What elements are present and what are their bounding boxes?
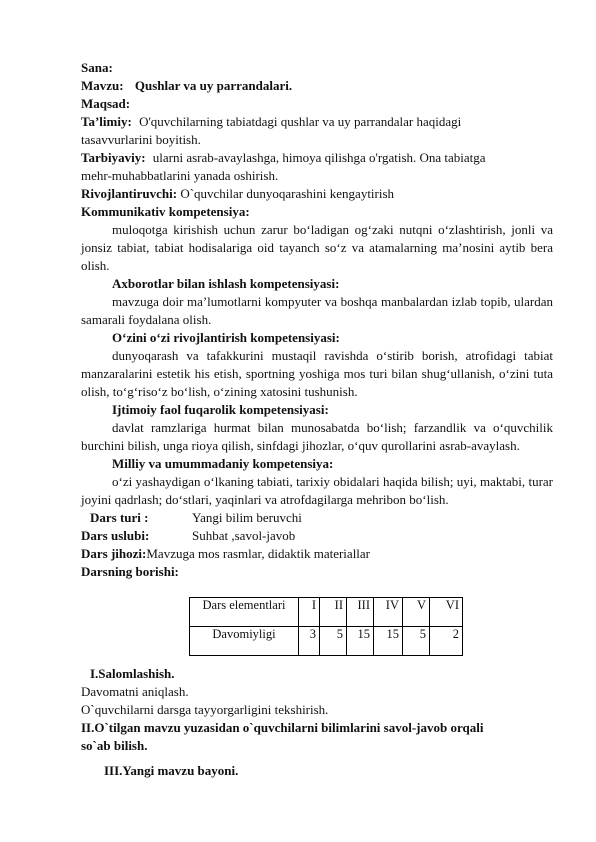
table-cell: 5 [403,627,430,656]
talimiy-label: Ta’limiy: [81,114,132,129]
rivojlantiruvchi-line [81,185,394,203]
table-cell: 15 [374,627,403,656]
dars-jihozi-label: Dars jihozi: [81,546,147,561]
kommunikativ-text: muloqotga kirishish uchun zarur bo‘ladigan og‘zaki nutqni o‘zlashtirish, jonli va jonsiz tabiat, tabiat hodisalariga oid tayanch so‘z va atamalarning ma’nosini aytib bera olish. [81,222,553,273]
table-cell: 2 [430,627,463,656]
table-cell: II [320,598,347,627]
salomlashish-title: I.Salomlashish. [90,666,175,681]
table-cell: 15 [347,627,374,656]
mavzu-label: Mavzu: [81,78,124,93]
talimiy-line [81,113,461,131]
table-header-cell: Davomiyligi [190,627,299,656]
axborot-text: mavzuga doir ma’lumotlarni kompyuter va boshqa manbalardan izlab topib, ulardan samarali foydalana olish. [81,294,553,327]
darsning-borishi-label: Darsning borishi: [81,564,179,579]
dars-uslubi-value: Suhbat ,savol-javob [192,528,296,543]
table-header-cell: Dars elementlari [190,598,299,627]
axborot-title: Axborotlar bilan ishlash kompetensiyasi: [112,276,340,291]
tarbiyaviy-label: Tarbiyaviy: [81,150,146,165]
sana-label: Sana: [81,60,113,75]
milliy-title: Milliy va umummadaniy kompetensiya: [112,456,334,471]
dars-turi-line [90,509,149,527]
dars-jihozi-line [81,545,370,563]
ijtimoiy-title: Ijtimoiy faol fuqarolik kompetensiyasi: [112,402,329,417]
table-row [190,598,463,627]
rivojlantiruvchi-text: O`quvchilar dunyoqarashini kengaytirish [180,186,395,201]
talimiy-text-2: tasavvurlarini boyitish. [81,132,201,147]
table-cell: IV [374,598,403,627]
table-cell: 5 [320,627,347,656]
table-cell: VI [430,598,463,627]
table-row [190,627,463,656]
rivojlantiruvchi-label: Rivojlantiruvchi: [81,186,178,201]
table-cell: I [299,598,320,627]
talimiy-text: O'quvchilarning tabiatdagi qushlar va uy parrandalar haqidagi [139,114,462,129]
table-cell: III [347,598,374,627]
table-cell: V [403,598,430,627]
mavzu-value: Qushlar va uy parrandalari. [134,78,293,93]
yangi-mavzu-title: III.Yangi mavzu bayoni. [104,763,239,778]
dars-jihozi-value: Mavzuga mos rasmlar, didaktik materiallar [146,546,371,561]
tarbiyaviy-text-2: mehr-muhabbatlarini yanada oshirish. [81,168,279,183]
lesson-elements-table [189,597,463,656]
ozini-rivojlantirish-title: O‘zini o‘zi rivojlantirish kompetensiyasi: [112,330,340,345]
otilgan-mavzu-title: II.O`tilgan mavzu yuzasidan o`quvchilarni bilimlarini savol-javob orqali [81,720,484,735]
ozini-rivojlantirish-text: dunyoqarash va tafakkurini mustaqil ravishda o‘stirib borish, atrofidagi tabiat manzaralarini estetik his etish, sportning yoshiga mos turi bilan shug‘ullanish, o‘zini tuta olish, to‘g‘riso‘z bo‘lish, o‘zining xatosini tushunish. [81,348,553,399]
dars-turi-value: Yangi bilim beruvchi [192,510,302,525]
ijtimoiy-text: davlat ramzlariga hurmat bilan munosabatda bo‘lish; farzandlik va o‘quvchilik burchini bilish, unga rioya qilish, sinfdagi jihozlar, o‘quv qurollarini asrab-avaylash. [81,420,553,453]
milliy-text: o‘zi yashaydigan o‘lkaning tabiati, tarixiy obidalari haqida bilish; uyi, maktabi, turar joyini qadrlash; do‘stlari, yaqinlari va atrofdagilarga mehribon bo‘lish. [81,474,553,507]
tarbiyaviy-line [81,149,486,167]
mavzu-line [81,77,292,95]
kommunikativ-title: Kommunikativ kompetensiya: [81,204,250,219]
salomlashish-step-1: Davomatni aniqlash. [81,684,189,699]
salomlashish-step-2: O`quvchilarni darsga tayyorgarligini tekshirish. [81,702,329,717]
otilgan-mavzu-title-2: so`ab bilish. [81,738,148,753]
maqsad-label: Maqsad: [81,96,131,111]
tarbiyaviy-text: ularni asrab-avaylashga, himoya qilishga o'rgatish. Ona tabiatga [152,150,486,165]
dars-turi-label: Dars turi : [90,510,149,525]
table-cell: 3 [299,627,320,656]
dars-uslubi-label: Dars uslubi: [81,528,150,543]
